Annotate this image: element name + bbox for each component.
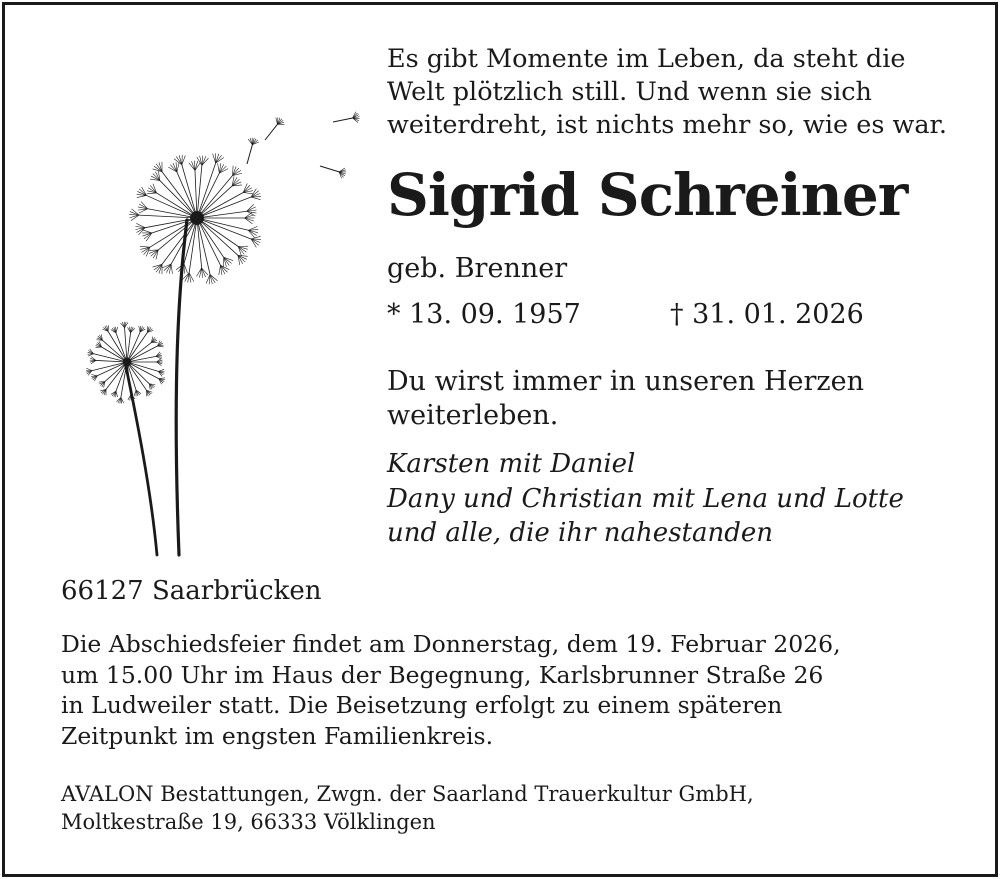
- undertaker-line: AVALON Bestattungen, Zwgn. der Saarland Trauerkultur GmbH,: [61, 782, 754, 806]
- tribute-line: Du wirst immer in unseren Herzen: [387, 366, 864, 397]
- mourners-list: [387, 447, 987, 551]
- mourner: Karsten mit Daniel: [387, 449, 636, 479]
- undertaker-info: [61, 780, 961, 836]
- deceased-name: Sigrid Schreiner: [387, 161, 908, 229]
- maiden-name: geb. Brenner: [387, 253, 568, 284]
- quote-line: weiterdreht, ist nichts mehr so, wie es war.: [387, 110, 948, 140]
- obituary-notice: [2, 2, 998, 877]
- mourner: und alle, die ihr nahestanden: [387, 518, 774, 548]
- dandelion-icon: [75, 100, 365, 560]
- death-date: † 31. 01. 2026: [670, 299, 864, 330]
- undertaker-line: Moltkestraße 19, 66333 Völklingen: [61, 810, 436, 834]
- quote-line: Welt plötzlich still. Und wenn sie sich: [387, 77, 872, 107]
- location: 66127 Saarbrücken: [61, 576, 322, 606]
- ceremony-line: in Ludweiler statt. Die Beisetzung erfolgt zu einem späteren: [61, 691, 783, 719]
- ceremony-line: Zeitpunkt im engsten Familienkreis.: [61, 721, 494, 750]
- ceremony-line: um 15.00 Uhr im Haus der Begegnung, Karlsbrunner Straße 26: [61, 660, 824, 689]
- quote-line: Es gibt Momente im Leben, da steht die: [387, 44, 906, 74]
- quote: [387, 43, 987, 142]
- tribute-line: weiterleben.: [387, 400, 559, 431]
- mourner: Dany und Christian mit Lena und Lotte: [387, 483, 904, 514]
- ceremony-info: [61, 629, 961, 751]
- ceremony-line: Die Abschiedsfeier findet am Donnerstag, dem 19. Februar 2026,: [61, 630, 841, 658]
- birth-date: * 13. 09. 1957: [387, 299, 581, 330]
- tribute: [387, 365, 987, 433]
